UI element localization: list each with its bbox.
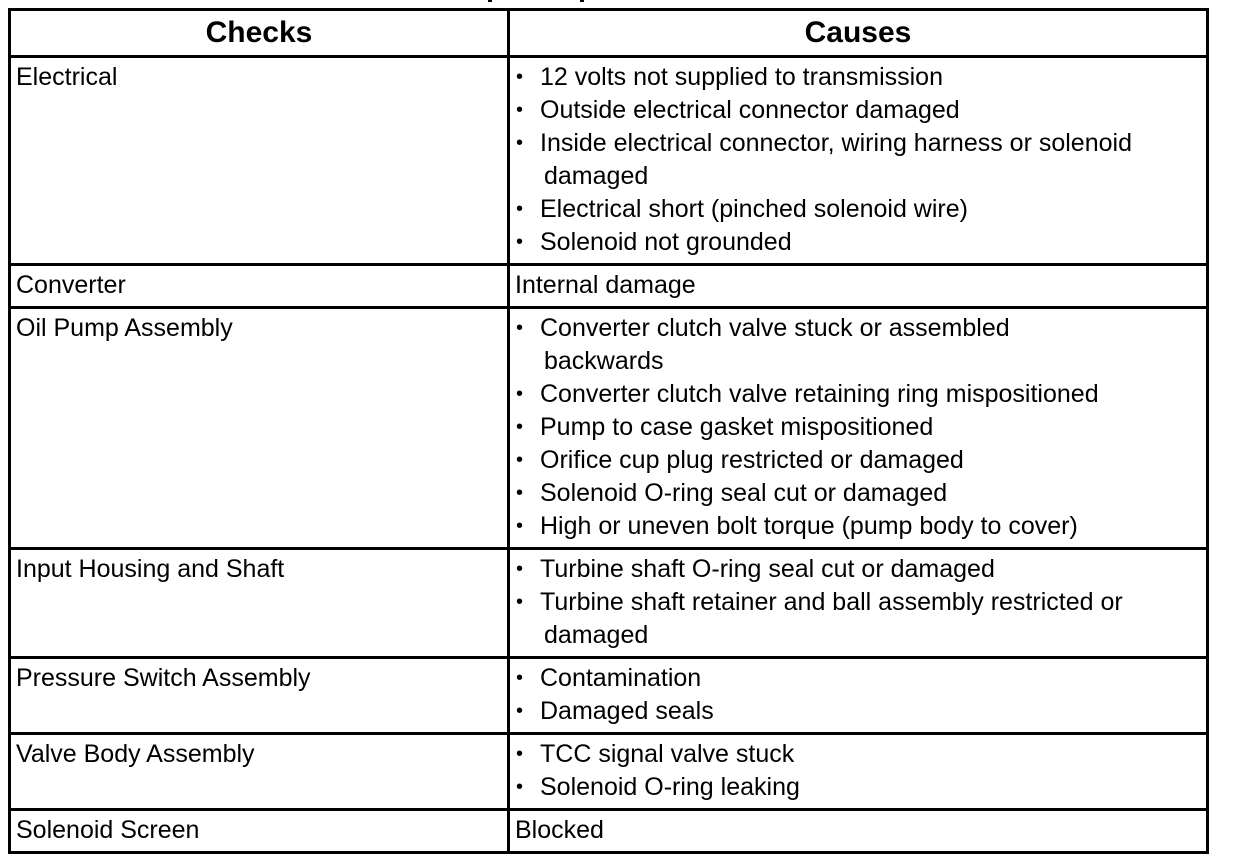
cause-text-continued: backwards bbox=[544, 347, 664, 375]
cause-item bbox=[515, 771, 1202, 804]
causes-cell bbox=[509, 658, 1208, 734]
causes-cell bbox=[509, 734, 1208, 810]
cause-text: • Orifice cup plug restricted or damaged bbox=[540, 446, 964, 474]
cause-text: • Solenoid O-ring leaking bbox=[540, 773, 800, 801]
table-row bbox=[10, 308, 1208, 549]
causes-cell bbox=[509, 57, 1208, 265]
cause-text: • Solenoid not grounded bbox=[540, 228, 792, 256]
table-row bbox=[10, 57, 1208, 265]
cause-item bbox=[515, 510, 1202, 543]
cause-item bbox=[515, 662, 1202, 695]
causes-cell bbox=[509, 308, 1208, 549]
causes-cell: Internal damage bbox=[509, 265, 1208, 308]
cause-text: • Turbine shaft O-ring seal cut or damaged bbox=[540, 555, 995, 583]
cause-item bbox=[515, 312, 1202, 378]
cause-text: • Inside electrical connector, wiring harness or solenoid bbox=[540, 129, 1132, 157]
cause-text: • TCC signal valve stuck bbox=[540, 740, 795, 768]
cause-text: • 12 volts not supplied to transmission bbox=[540, 63, 943, 91]
cause-text: • High or uneven bolt torque (pump body to cover) bbox=[540, 512, 1078, 540]
cause-text: • Converter clutch valve retaining ring mispositioned bbox=[540, 380, 1099, 408]
causes-list bbox=[515, 312, 1202, 543]
causes-list bbox=[515, 61, 1202, 259]
table-row bbox=[10, 658, 1208, 734]
table-row bbox=[10, 734, 1208, 810]
check-cell: Input Housing and Shaft bbox=[10, 549, 509, 658]
cause-text: • Turbine shaft retainer and ball assembly restricted or bbox=[540, 588, 1123, 616]
cause-item bbox=[515, 411, 1202, 444]
cause-item bbox=[515, 193, 1202, 226]
cause-text: • Solenoid O-ring seal cut or damaged bbox=[540, 479, 948, 507]
causes-cell: Blocked bbox=[509, 810, 1208, 853]
check-cell: Solenoid Screen bbox=[10, 810, 509, 853]
cause-item bbox=[515, 586, 1202, 652]
cause-item bbox=[515, 695, 1202, 728]
cause-text: • Pump to case gasket mispositioned bbox=[540, 413, 934, 441]
checks-header: Checks bbox=[10, 10, 509, 57]
table-body bbox=[10, 57, 1208, 853]
cause-item bbox=[515, 226, 1202, 259]
check-cell: Electrical bbox=[10, 57, 509, 265]
check-cell: Oil Pump Assembly bbox=[10, 308, 509, 549]
cause-item bbox=[515, 378, 1202, 411]
causes-header: Causes bbox=[509, 10, 1208, 57]
header-row bbox=[10, 10, 1208, 57]
causes-cell bbox=[509, 549, 1208, 658]
top-edge-marks bbox=[488, 0, 584, 3]
check-cell: Valve Body Assembly bbox=[10, 734, 509, 810]
cause-text-continued: damaged bbox=[544, 621, 649, 649]
causes-list bbox=[515, 738, 1202, 804]
causes-list bbox=[515, 553, 1202, 652]
cause-text: • Outside electrical connector damaged bbox=[540, 96, 960, 124]
check-cell: Pressure Switch Assembly bbox=[10, 658, 509, 734]
checks-causes-table bbox=[8, 8, 1209, 854]
cause-item bbox=[515, 477, 1202, 510]
check-cell: Converter bbox=[10, 265, 509, 308]
cause-item bbox=[515, 553, 1202, 586]
table-row bbox=[10, 549, 1208, 658]
cause-text: • Contamination bbox=[540, 664, 702, 692]
cause-text: • Damaged seals bbox=[540, 697, 714, 725]
cause-item bbox=[515, 61, 1202, 94]
cause-item bbox=[515, 94, 1202, 127]
cause-item bbox=[515, 127, 1202, 193]
cause-text: • Electrical short (pinched solenoid wire) bbox=[540, 195, 968, 223]
cause-item bbox=[515, 444, 1202, 477]
cause-item bbox=[515, 738, 1202, 771]
table-row bbox=[10, 265, 1208, 308]
table-row bbox=[10, 810, 1208, 853]
causes-list bbox=[515, 662, 1202, 728]
cause-text: • Converter clutch valve stuck or assembled bbox=[540, 314, 1010, 342]
cause-text-continued: damaged bbox=[544, 162, 649, 190]
